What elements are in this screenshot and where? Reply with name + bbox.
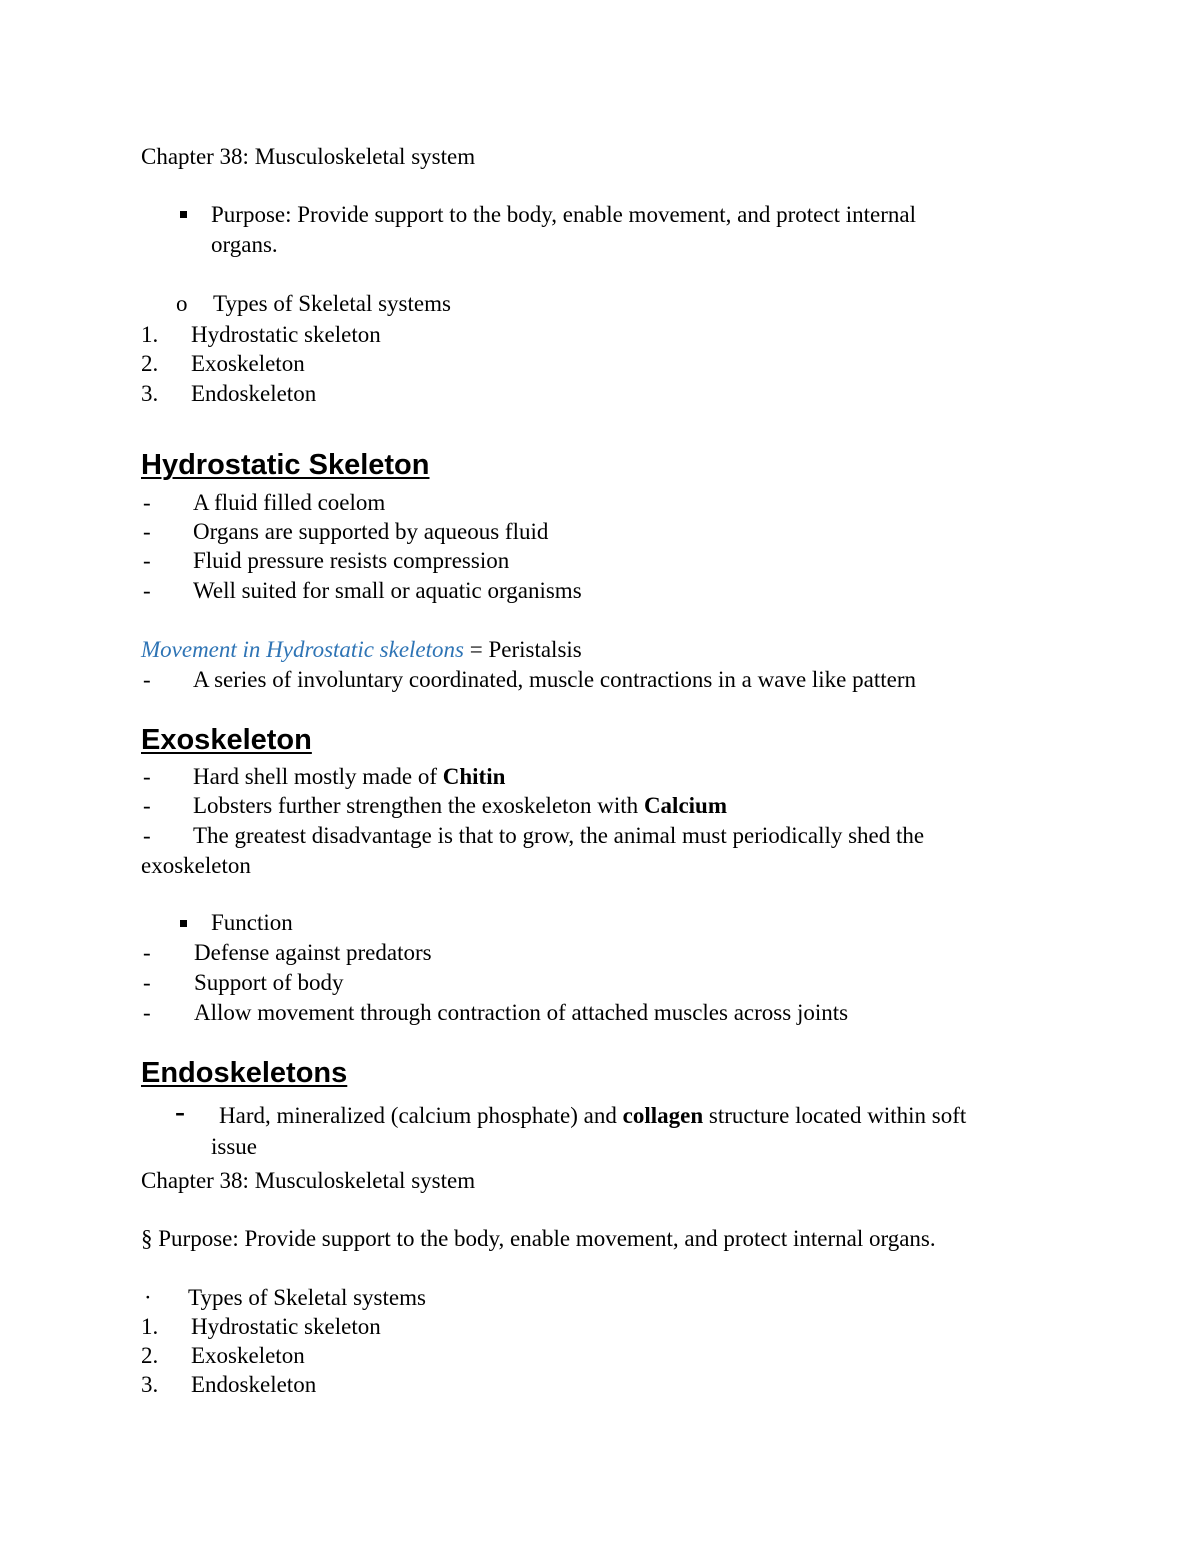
list-item: Organs are supported by aqueous fluid bbox=[193, 519, 549, 544]
square-bullet-icon bbox=[180, 211, 187, 218]
list-number: 2. bbox=[141, 1343, 159, 1368]
list-number: 1. bbox=[141, 322, 159, 347]
list-item: Exoskeleton bbox=[191, 351, 305, 376]
list-item: Endoskeleton bbox=[191, 381, 317, 406]
list-item-continued: exoskeleton bbox=[141, 853, 251, 878]
dash-bullet: - bbox=[143, 519, 151, 544]
list-item: Defense against predators bbox=[194, 940, 432, 965]
list-item: Fluid pressure resists compression bbox=[193, 548, 510, 573]
types-label: Types of Skeletal systems bbox=[213, 291, 451, 316]
movement-rest: = Peristalsis bbox=[463, 637, 582, 662]
chapter-title: Chapter 38: Musculoskeletal system bbox=[141, 144, 476, 169]
dash-bullet: - bbox=[143, 667, 151, 692]
list-item: A series of involuntary coordinated, muscle contractions in a wave like pattern bbox=[193, 667, 916, 692]
list-item: Well suited for small or aquatic organisms bbox=[193, 578, 582, 603]
list-item: Endoskeleton bbox=[191, 1372, 317, 1397]
list-item: Hydrostatic skeleton bbox=[191, 1314, 381, 1339]
square-bullet-icon bbox=[180, 920, 187, 927]
dash-bullet: - bbox=[143, 793, 151, 818]
list-item: Hard shell mostly made of Chitin bbox=[193, 764, 506, 789]
list-number: 1. bbox=[141, 1314, 159, 1339]
dash-bullet: - bbox=[143, 970, 151, 995]
list-item: Hard, mineralized (calcium phosphate) and collagen structure located within soft bbox=[219, 1103, 967, 1128]
purpose-repeat: § Purpose: Provide support to the body, enable movement, and protect internal organs. bbox=[141, 1226, 936, 1251]
list-number: 3. bbox=[141, 381, 159, 406]
dash-bullet: - bbox=[175, 1095, 185, 1128]
dash-bullet: - bbox=[143, 1000, 151, 1025]
movement-line bbox=[141, 635, 582, 665]
list-item: The greatest disadvantage is that to grow, the animal must periodically shed the bbox=[193, 823, 925, 848]
dash-bullet: - bbox=[143, 823, 151, 848]
list-number: 2. bbox=[141, 351, 159, 376]
chapter-title-repeat: Chapter 38: Musculoskeletal system bbox=[141, 1168, 476, 1193]
circle-bullet-icon: o bbox=[176, 291, 188, 316]
list-item: A fluid filled coelom bbox=[193, 490, 386, 515]
dash-bullet: - bbox=[143, 940, 151, 965]
movement-link[interactable]: Movement in Hydrostatic skeletons bbox=[141, 637, 464, 662]
list-item: Exoskeleton bbox=[191, 1343, 305, 1368]
dot-bullet: · bbox=[144, 1285, 152, 1310]
hydrostatic-heading: Hydrostatic Skeleton bbox=[141, 449, 430, 481]
list-item: Hydrostatic skeleton bbox=[191, 322, 381, 347]
list-item-continued: issue bbox=[211, 1134, 257, 1159]
dash-bullet: - bbox=[143, 578, 151, 603]
endoskeleton-heading: Endoskeletons bbox=[141, 1057, 348, 1089]
list-item: Support of body bbox=[194, 970, 344, 995]
dash-bullet: - bbox=[143, 490, 151, 515]
dash-bullet: - bbox=[143, 548, 151, 573]
dash-bullet: - bbox=[143, 764, 151, 789]
types-label-repeat: Types of Skeletal systems bbox=[188, 1285, 426, 1310]
list-item: Lobsters further strengthen the exoskeleton with Calcium bbox=[193, 793, 727, 818]
exoskeleton-heading: Exoskeleton bbox=[141, 724, 312, 756]
list-item: Allow movement through contraction of attached muscles across joints bbox=[194, 1000, 849, 1025]
function-label: Function bbox=[211, 910, 293, 935]
purpose-line-1: Purpose: Provide support to the body, enable movement, and protect internal bbox=[211, 202, 916, 227]
list-number: 3. bbox=[141, 1372, 159, 1397]
purpose-line-2: organs. bbox=[211, 232, 278, 257]
